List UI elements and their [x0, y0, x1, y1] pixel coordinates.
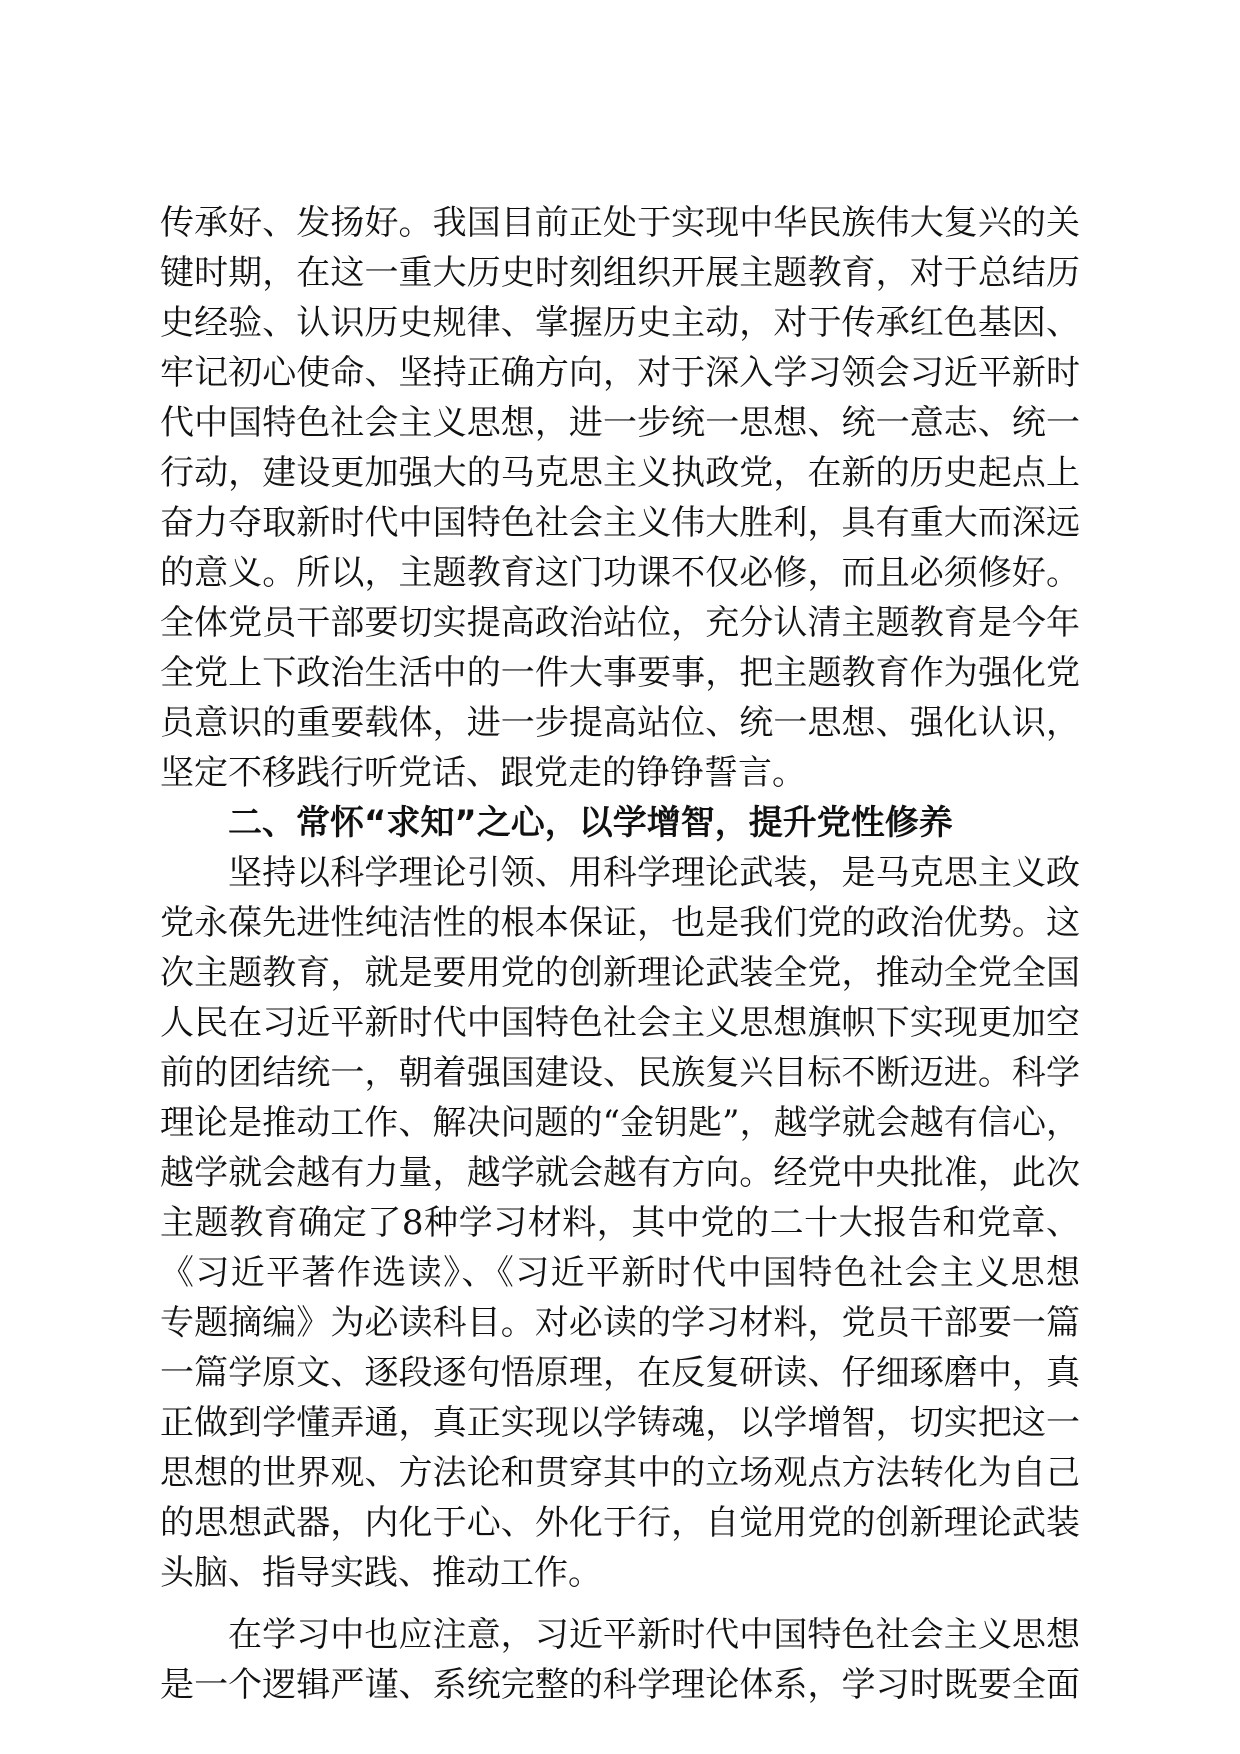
text-line: 行动，建设更加强大的马克思主义执政党，在新的历史起点上	[160, 453, 1080, 493]
text-line: 前的团结统一，朝着强国建设、民族复兴目标不断迈进。科学	[160, 1053, 1080, 1093]
text-line: 传承好、发扬好。我国目前正处于实现中华民族伟大复兴的关	[160, 203, 1080, 243]
text-line: 在学习中也应注意，习近平新时代中国特色社会主义思想	[228, 1615, 1080, 1655]
text-line: 越学就会越有力量，越学就会越有方向。经党中央批准，此次	[160, 1153, 1080, 1193]
text-line: 专题摘编》为必读科目。对必读的学习材料，党员干部要一篇	[160, 1303, 1080, 1343]
text-line: 坚持以科学理论引领、用科学理论武装，是马克思主义政	[228, 853, 1080, 893]
text-line: 员意识的重要载体，进一步提高站位、统一思想、强化认识，	[160, 703, 1080, 743]
text-line: 正做到学懂弄通，真正实现以学铸魂，以学增智，切实把这一	[160, 1403, 1080, 1443]
text-line: 的意义。所以，主题教育这门功课不仅必修，而且必须修好。	[160, 553, 1080, 593]
document-page	[160, 198, 1080, 1710]
text-line: 次主题教育，就是要用党的创新理论武装全党，推动全党全国	[160, 953, 1080, 993]
text-line: 党永葆先进性纯洁性的根本保证，也是我们党的政治优势。这	[160, 903, 1080, 943]
paragraph-2	[160, 848, 1080, 1598]
text-line: 键时期，在这一重大历史时刻组织开展主题教育，对于总结历	[160, 253, 1080, 293]
text-line: 全体党员干部要切实提高政治站位，充分认清主题教育是今年	[160, 603, 1080, 643]
text-line: 人民在习近平新时代中国特色社会主义思想旗帜下实现更加空	[160, 1003, 1080, 1043]
text-line: 思想的世界观、方法论和贯穿其中的立场观点方法转化为自己	[160, 1453, 1080, 1493]
text-line: 牢记初心使命、坚持正确方向，对于深入学习领会习近平新时	[160, 353, 1080, 393]
text-line: 主题教育确定了8种学习材料，其中党的二十大报告和党章、	[160, 1203, 1080, 1243]
text-line: 《习近平著作选读》、《习近平新时代中国特色社会主义思想	[160, 1253, 1080, 1293]
text-line: 头脑、指导实践、推动工作。	[160, 1553, 602, 1593]
text-line: 的思想武器，内化于心、外化于行，自觉用党的创新理论武装	[160, 1503, 1080, 1543]
text-line: 史经验、认识历史规律、掌握历史主动，对于传承红色基因、	[160, 303, 1080, 343]
text-line: 是一个逻辑严谨、系统完整的科学理论体系，学习时既要全面	[160, 1665, 1080, 1705]
text-line: 奋力夺取新时代中国特色社会主义伟大胜利，具有重大而深远	[160, 503, 1080, 543]
section-heading: 二、常怀“求知”之心，以学增智，提升党性修养	[228, 803, 953, 843]
text-line: 代中国特色社会主义思想，进一步统一思想、统一意志、统一	[160, 403, 1080, 443]
text-line: 坚定不移践行听党话、跟党走的铮铮誓言。	[160, 753, 806, 793]
paragraph-3	[160, 1610, 1080, 1710]
text-line: 一篇学原文、逐段逐句悟原理，在反复研读、仔细琢磨中，真	[160, 1353, 1080, 1393]
paragraph-gap	[160, 1598, 1080, 1610]
text-line: 理论是推动工作、解决问题的“金钥匙”，越学就会越有信心，	[160, 1103, 1080, 1143]
paragraph-1	[160, 198, 1080, 798]
text-line: 全党上下政治生活中的一件大事要事，把主题教育作为强化党	[160, 653, 1080, 693]
